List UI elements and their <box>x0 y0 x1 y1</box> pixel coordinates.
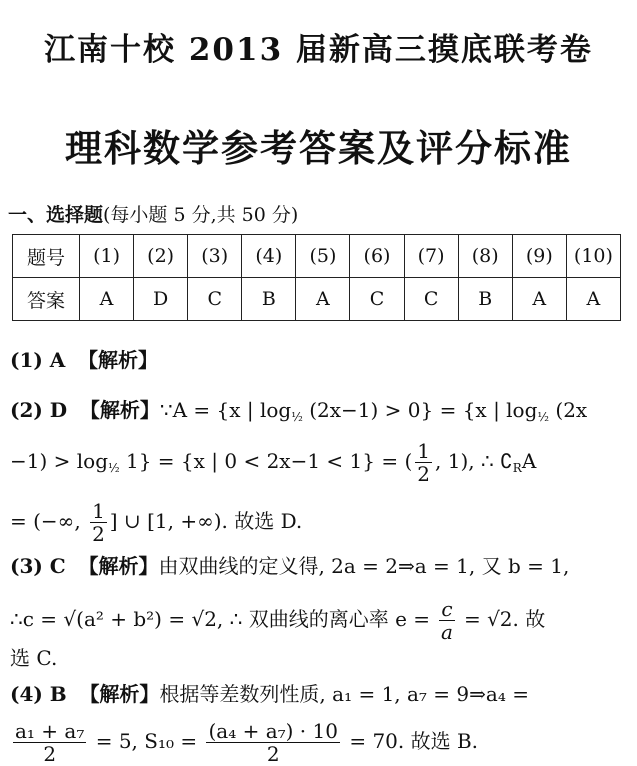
q4-line-1 <box>10 684 529 704</box>
q2-text-1c: (2x <box>549 398 588 422</box>
q2-fraction-2 <box>90 500 107 545</box>
question-number-cell: (9) <box>512 235 566 278</box>
answer-cell: C <box>404 278 458 321</box>
q4-line-2 <box>10 720 478 765</box>
section-label: 一、选择题 <box>8 204 104 226</box>
question-number-cell: (2) <box>134 235 188 278</box>
q2-text-2e: A <box>521 449 537 473</box>
q3-text-2a: ∴c = √(a² + b²) = √2, ∴ 双曲线的离心率 e = <box>10 607 437 631</box>
answer-cell: B <box>458 278 512 321</box>
question-number-cell: (3) <box>188 235 242 278</box>
q3-line-2 <box>10 598 545 643</box>
q3-line-1 <box>10 556 569 576</box>
q4-tag: 【解析】 <box>79 682 160 706</box>
answer-key-title: 理科数学参考答案及评分标准 <box>65 126 572 170</box>
q4-text-end: = 70. 故选 B. <box>342 729 479 753</box>
question-number-cell: (4) <box>242 235 296 278</box>
section-note: (每小题 5 分,共 50 分) <box>103 204 299 226</box>
frac-num: 1 <box>92 499 105 523</box>
q3-text-2b: = √2. 故 <box>457 607 546 631</box>
answer-cell: C <box>350 278 404 321</box>
q2-line-3 <box>10 500 302 545</box>
q2-text-2b: 1} = {x | 0 < 2x−1 < 1} = ( <box>119 449 413 473</box>
answer-cell: C <box>188 278 242 321</box>
table-row-numbers <box>13 235 621 278</box>
section-heading <box>8 200 298 227</box>
question-number-cell: (8) <box>458 235 512 278</box>
q3-line-3 <box>10 648 57 668</box>
frac-den: 2 <box>266 742 280 766</box>
frac-num: c <box>441 597 453 621</box>
answer-cell: A <box>512 278 566 321</box>
q2-label: (2) D <box>10 398 68 422</box>
frac-den: 2 <box>92 522 105 546</box>
q2-text-2a: −1) > log <box>10 449 108 473</box>
q4-fraction-1 <box>13 720 86 765</box>
q2-sub-3: ½ <box>108 461 120 475</box>
row-label-number: 题号 <box>13 235 80 278</box>
q3-fraction <box>439 598 454 643</box>
answer-cell: A <box>566 278 620 321</box>
q1-label: (1) A <box>10 348 66 372</box>
frac-den: 2 <box>417 462 430 486</box>
q2-sub-1: ½ <box>291 410 303 424</box>
frac-den: a <box>441 620 453 644</box>
q2-text-3a: = (−∞, <box>10 509 88 533</box>
q3-text-3: 选 C. <box>10 646 58 670</box>
q2-fraction-1 <box>415 440 432 485</box>
question-number-cell: (10) <box>566 235 620 278</box>
q2-text-1b: (2x−1) > 0} = {x | log <box>302 398 538 422</box>
q2-text-3b: ] ∪ [1, +∞). 故选 D. <box>109 509 303 533</box>
q4-label: (4) B <box>10 682 67 706</box>
answer-cell: B <box>242 278 296 321</box>
answer-cell: A <box>296 278 350 321</box>
answer-cell: D <box>134 278 188 321</box>
frac-num: 1 <box>417 439 430 463</box>
exam-title: 江南十校 2013 届新高三摸底联考卷 <box>44 32 593 68</box>
question-number-cell: (5) <box>296 235 350 278</box>
question-number-cell: (7) <box>404 235 458 278</box>
q1-tag: 【解析】 <box>78 348 159 372</box>
question-number-cell: (6) <box>350 235 404 278</box>
answer-table <box>12 234 621 321</box>
q2-line-1 <box>10 400 587 423</box>
q2-text-2c: , 1), ∴ ∁ <box>435 449 513 473</box>
q4-fraction-2 <box>206 720 339 765</box>
q3-label: (3) C <box>10 554 66 578</box>
q4-text-mid: = 5, S₁₀ = <box>89 729 204 753</box>
q4-text-1: 根据等差数列性质, a₁ = 1, a₇ = 9⇒a₄ = <box>159 682 529 706</box>
q2-tag: 【解析】 <box>79 398 160 422</box>
row-label-answer: 答案 <box>13 278 80 321</box>
table-row-answers <box>13 278 621 321</box>
answer-cell: A <box>80 278 134 321</box>
q2-sub-2: ½ <box>537 410 550 424</box>
frac-den: 2 <box>43 742 57 766</box>
q2-line-2 <box>10 440 536 485</box>
question-number-cell: (1) <box>80 235 134 278</box>
frac-num: a₁ + a₇ <box>15 719 85 743</box>
frac-num: (a₄ + a₇) · 10 <box>208 719 338 743</box>
q3-text-1: 由双曲线的定义得, 2a = 2⇒a = 1, 又 b = 1, <box>158 554 570 578</box>
q1-solution <box>10 350 158 370</box>
q2-text-1a: ∵A = {x | log <box>159 398 292 422</box>
q2-sub-r: R <box>512 461 522 475</box>
q3-tag: 【解析】 <box>78 554 159 578</box>
